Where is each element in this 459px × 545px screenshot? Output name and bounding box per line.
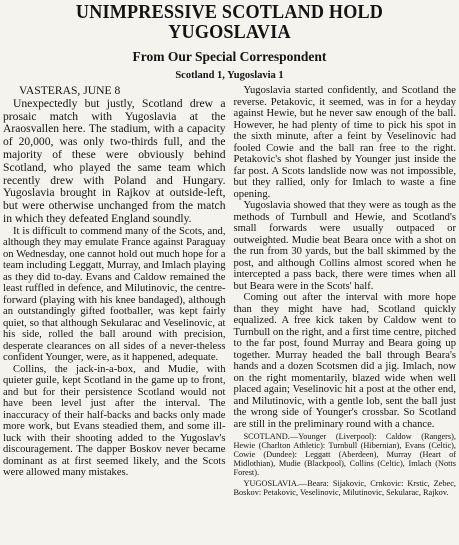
- lineup-team-name: SCOTLAND.: [243, 432, 290, 441]
- paragraph: It is difficult to commend many of the Scots, and, although they may emulate France against Paraguay on Wednesday, one cannot hold out much hope for a team including Leggatt, Murray, and Imlach playing as they did to-day. Evans and Caldow remained the least ruffled in defence, and Milutinovic, the centre-forward (playing with his knee bandaged), although an outstandingly gifted footballer, was kept fairly quiet, so that although Sekularac and Veselinovic, at his side, rolled the ball around with precision, desperate clearances on all sides of a never-theless confident Younger, were, as it happened, adequate.: [3, 225, 226, 364]
- score-line: Scotland 1, Yugoslavia 1: [175, 70, 284, 81]
- dateline: [3, 85, 226, 98]
- paragraph: Collins, the jack-in-a-box, and Mudie, with quieter guile, kept Scotland in the game up to front, and but for their persistence Scotland would not have been level just after the interval. The inaccuracy of their half-backs and backs only made more work, but Evans steadied them, and some ill-luck with their shooting added to the Yugoslav's discouragement. The dapper Boskov never became dominant as at first seemed likely, and the Scots were allowed many mistakes.: [3, 363, 226, 479]
- lineup-scotland: [234, 432, 457, 477]
- dateline-text: VASTERAS, JUNE 8: [19, 84, 121, 97]
- lead-block: [3, 85, 226, 226]
- lineup-yugoslavia: [234, 479, 457, 497]
- lineup-players: —Younger (Liverpool): Caldow (Rangers), Hewie (Charlton Athletic): Turnbull (Hibernian), Evans (Celtic), Cowie (Dundee): Leggatt (Aberdeen), Murray (Heart of Midlothian), Mudie (Blackpool), Collins (Celtic), Imlach (Notts Forest).: [233, 432, 456, 477]
- headline-line-1: UNIMPRESSIVE SCOTLAND HOLD: [75, 2, 384, 23]
- left-column: [3, 85, 226, 497]
- paragraph: Yugoslavia showed that they were as tough as the methods of Turnbull and Hewie, and Scotland's small forwards were usually outpaced or outweighted. Mudie beat Beara once with a shot on the run from 30 yards, but the ball skimmed by the post, and although Collins almost scored when he intercepted a pass back, there were times when all but Beara were in the Scots' half.: [233, 200, 456, 292]
- lineup-players: —Beara: Sijakovic, Crnkovic: Krstic, Zebec, Boskov: Petakovic, Veselinovic, Milutinovic, Sekularac, Rajkov.: [233, 479, 456, 497]
- paragraph-lead: Unexpectedly but justly, Scotland drew a prosaic match with Yugoslavia at the Araosvallen here. The stadium, with a capacity of 20,000, was only two-thirds full, and the majority of these were obviously behind Scotland, who played the same team which recently drew with Poland and Hungary. Yugoslavia brought in Rajkov at outside-left, but were otherwise unchanged from the match in which they defeated England soundly.: [3, 96, 226, 225]
- lineup-team-name: YUGOSLAVIA.: [243, 479, 299, 488]
- article-columns: [3, 85, 456, 497]
- headline: [19, 3, 440, 43]
- byline: From Our Special Correspondent: [132, 49, 327, 64]
- paragraph: Coming out after the interval with more hope than they might have had, Scotland quickly equalized. A free kick taken by Caldow went to Turnbull on the right, and a first time centre, pitched to the far post, found Murray and Beara going up together. Murray headed the ball through Beara's hands and a dozen Scotsmen did a jig. Imlach, now on the right momentarily, blazed wide when well placed again; Veselinovic hit a post at the other end, and Milutinovic, with a gentle lob, sent the ball just the wrong side of Younger's crossbar. So Scotland are still in the preliminary round with a chance.: [233, 292, 456, 430]
- right-column: [234, 85, 457, 497]
- headline-line-2: YUGOSLAVIA: [168, 22, 291, 43]
- paragraph: Yugoslavia started confidently, and Scotland the reverse. Petakovic, it seemed, was in for a heyday against Hewie, but he never saw enough of the ball. However, he had plenty of time to pick his spot in the sixth minute, after a feint by Veselinovic had fooled Cowie and the ball ran free to the right. Petakovic's shot flashed by Younger just inside the far post. A Scots landslide now was not impossible, but they rallied, only for Imlach to waste a fine opening.: [233, 85, 456, 200]
